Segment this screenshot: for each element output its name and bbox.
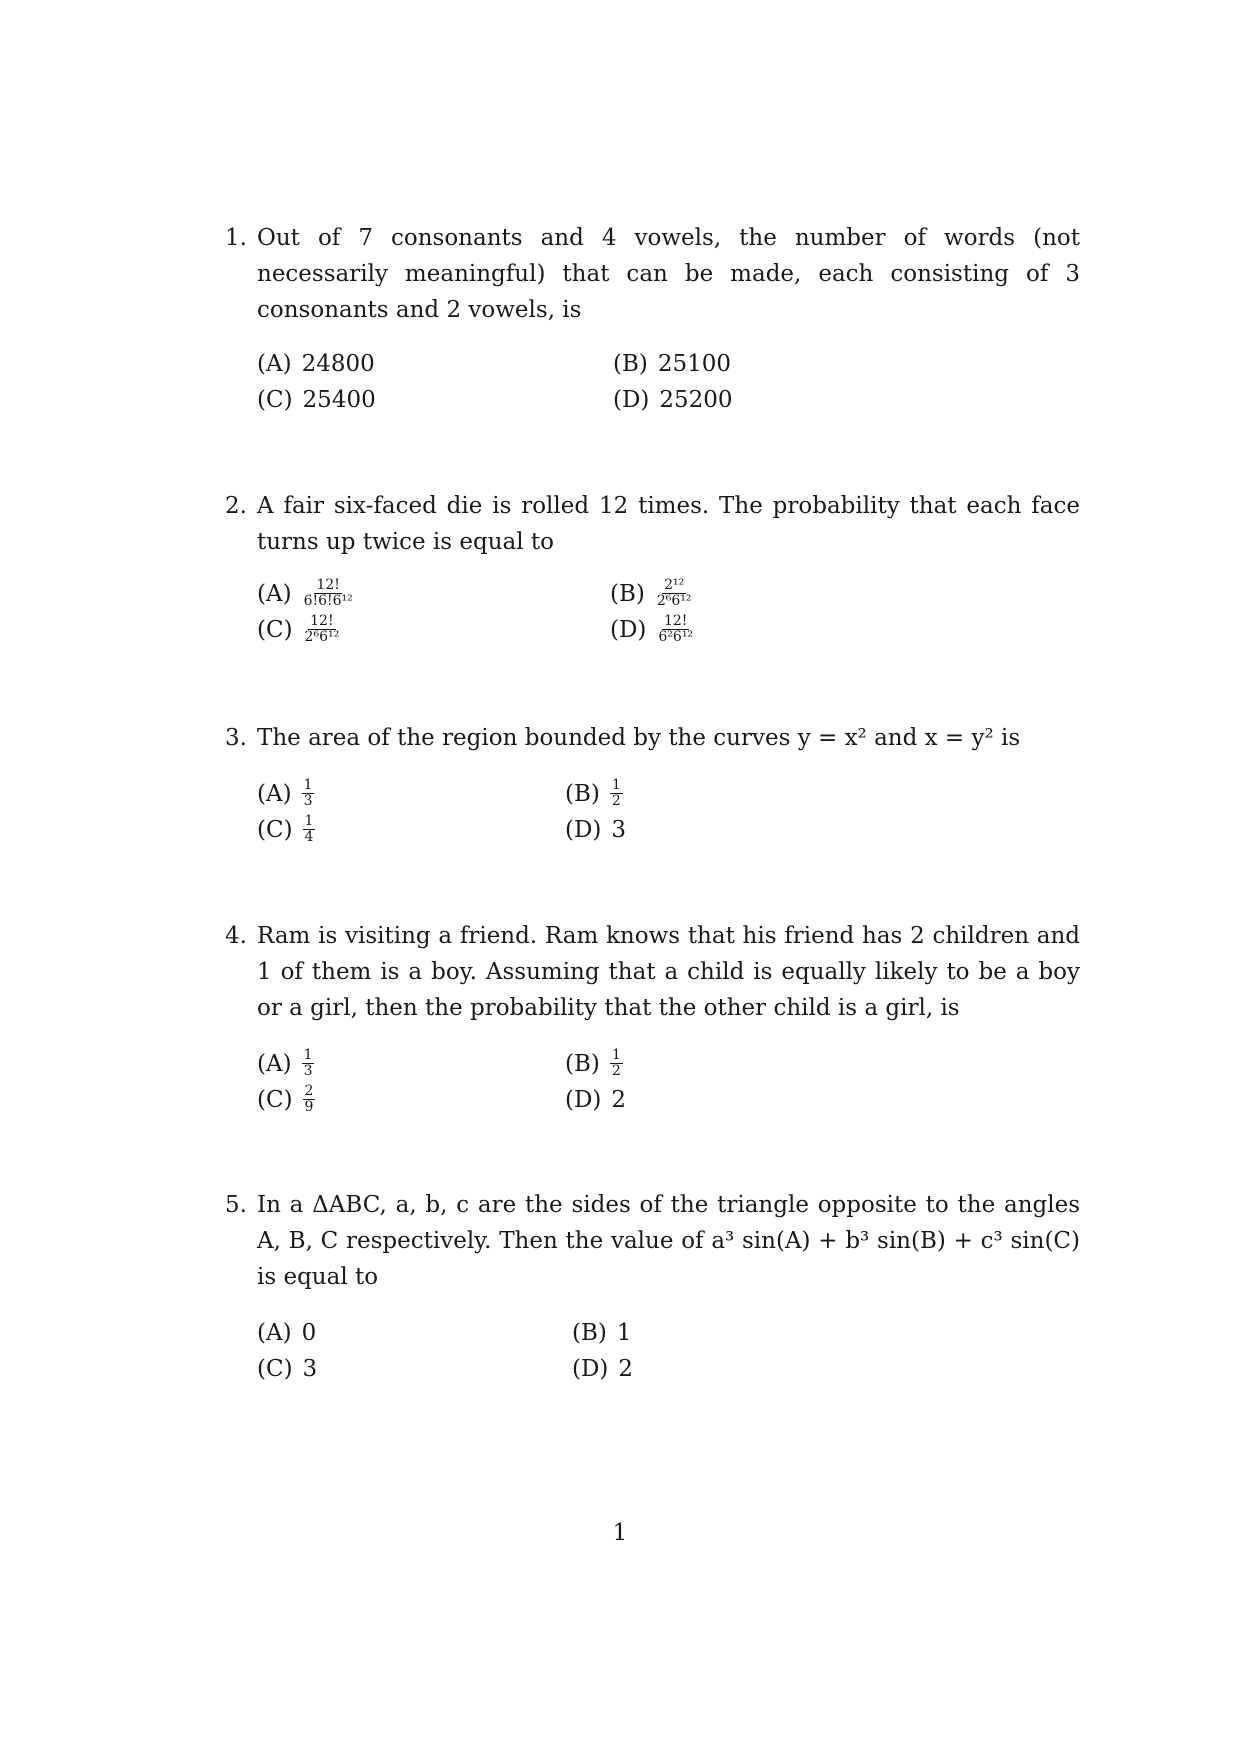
option-label: (A) <box>257 581 292 607</box>
option-b[interactable] <box>565 1046 623 1082</box>
fraction-denominator: 2⁶6¹² <box>304 628 340 645</box>
option-d[interactable] <box>572 1351 633 1387</box>
option-a[interactable] <box>257 776 314 812</box>
options <box>257 346 1080 426</box>
question-number: 3. <box>225 725 247 751</box>
option-a[interactable] <box>257 346 375 382</box>
fraction <box>303 814 316 845</box>
option-d[interactable] <box>610 612 695 648</box>
question-3 <box>225 720 1080 856</box>
option-c[interactable] <box>257 1351 317 1387</box>
option-label: (A) <box>257 781 292 807</box>
fraction-numerator: 12! <box>663 612 688 629</box>
option-a[interactable] <box>257 1046 314 1082</box>
option-value: 25100 <box>657 351 732 377</box>
question-number: 2. <box>225 493 247 519</box>
option-label: (D) <box>565 1087 602 1113</box>
option-value: 25200 <box>659 387 733 413</box>
question-number: 1. <box>225 225 247 251</box>
fraction-denominator: 6²6¹² <box>658 628 694 645</box>
option-label: (D) <box>565 817 602 843</box>
option-label: (B) <box>565 1051 600 1077</box>
option-label: (C) <box>257 387 293 413</box>
fraction-denominator: 2 <box>611 792 621 809</box>
option-label: (A) <box>257 351 292 377</box>
option-d[interactable] <box>565 1082 626 1118</box>
fraction <box>302 778 315 809</box>
fraction <box>302 1048 315 1079</box>
fraction-numerator: 1 <box>304 812 314 829</box>
page-number: 1 <box>612 1520 628 1546</box>
options <box>257 576 1080 656</box>
fraction <box>302 578 355 609</box>
option-label: (B) <box>610 581 645 607</box>
option-value: 3 <box>611 817 627 843</box>
option-value: 24800 <box>301 351 375 377</box>
fraction-numerator: 2¹² <box>664 576 685 593</box>
option-a[interactable] <box>257 576 355 612</box>
option-value: 0 <box>301 1320 317 1346</box>
option-label: (C) <box>257 617 293 643</box>
option-value: 1 <box>616 1320 632 1346</box>
option-label: (C) <box>257 817 293 843</box>
option-value: 3 <box>302 1356 318 1382</box>
question-text: The area of the region bounded by the curves y = x² and x = y² is <box>257 725 1021 751</box>
question-1 <box>225 220 1080 426</box>
options <box>257 776 1080 856</box>
option-c[interactable] <box>257 382 376 418</box>
fraction-numerator: 12! <box>316 576 340 593</box>
question-text: Ram is visiting a friend. Ram knows that his friend has 2 children and 1 of them is a boy. Assuming that a child is equally likely to be a boy or a girl, then the probability that the other child is a girl, is <box>257 923 1080 1021</box>
question-2 <box>225 488 1080 656</box>
option-d[interactable] <box>565 812 626 848</box>
option-a[interactable] <box>257 1315 316 1351</box>
fraction-denominator: 6!6!6¹² <box>303 592 353 609</box>
option-b[interactable] <box>572 1315 632 1351</box>
question-text: Out of 7 consonants and 4 vowels, the number of words (not necessarily meaningful) that can be made, each consisting of 3 consonants and 2 vowels, is <box>257 225 1080 323</box>
option-c[interactable] <box>257 1082 315 1118</box>
option-label: (A) <box>257 1051 292 1077</box>
fraction-numerator: 1 <box>303 1046 313 1063</box>
fraction-numerator: 2 <box>304 1082 314 1099</box>
fraction <box>655 578 694 609</box>
fraction-numerator: 1 <box>611 776 621 793</box>
option-label: (B) <box>565 781 600 807</box>
fraction <box>303 1084 316 1115</box>
fraction <box>610 1048 623 1079</box>
fraction-denominator: 2 <box>611 1062 621 1079</box>
question-text: In a ΔABC, a, b, c are the sides of the triangle opposite to the angles A, B, C respectively. Then the value of a³ sin(A) + b³ sin(B) + c³ sin(C) is equal to <box>257 1192 1080 1290</box>
question-number: 4. <box>225 923 247 949</box>
options <box>257 1046 1080 1126</box>
option-label: (C) <box>257 1087 293 1113</box>
option-c[interactable] <box>257 612 341 648</box>
fraction-denominator: 3 <box>303 792 313 809</box>
fraction-denominator: 4 <box>304 828 314 845</box>
option-d[interactable] <box>613 382 733 418</box>
option-label: (D) <box>610 617 647 643</box>
fraction-denominator: 3 <box>303 1062 313 1079</box>
option-b[interactable] <box>610 576 694 612</box>
fraction-denominator: 9 <box>304 1098 314 1115</box>
question-5 <box>225 1187 1080 1395</box>
option-b[interactable] <box>565 776 623 812</box>
fraction-denominator: 2⁶6¹² <box>656 592 692 609</box>
option-label: (D) <box>572 1356 609 1382</box>
option-value: 2 <box>618 1356 634 1382</box>
fraction-numerator: 1 <box>611 1046 621 1063</box>
question-4 <box>225 918 1080 1126</box>
option-b[interactable] <box>613 346 731 382</box>
fraction-numerator: 12! <box>310 612 334 629</box>
fraction-numerator: 1 <box>303 776 313 793</box>
option-label: (C) <box>257 1356 293 1382</box>
fraction <box>303 614 342 645</box>
option-value: 2 <box>611 1087 627 1113</box>
fraction <box>610 778 623 809</box>
option-label: (D) <box>613 387 650 413</box>
option-label: (B) <box>572 1320 607 1346</box>
question-text: A fair six-faced die is rolled 12 times. The probability that each face turns up twice is equal to <box>257 493 1080 555</box>
fraction <box>656 614 695 645</box>
option-label: (A) <box>257 1320 292 1346</box>
option-c[interactable] <box>257 812 315 848</box>
question-number: 5. <box>225 1192 247 1218</box>
option-label: (B) <box>613 351 648 377</box>
option-value: 25400 <box>302 387 376 413</box>
options <box>257 1315 1080 1395</box>
